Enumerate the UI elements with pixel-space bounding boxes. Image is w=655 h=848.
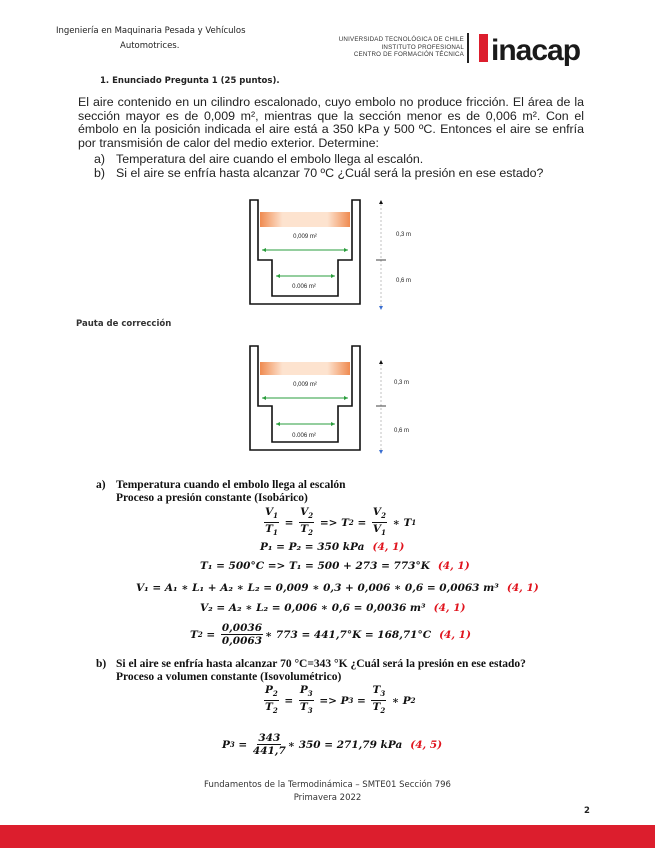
course-name-line2: Automotrices. xyxy=(120,41,180,51)
fraction-numerator: 0,0036 xyxy=(221,622,262,634)
points-badge: (4, 1) xyxy=(437,560,470,572)
header-divider xyxy=(467,33,469,63)
institution-line1: UNIVERSIDAD TECNOLÓGICA DE CHILE xyxy=(338,36,464,43)
equation-t1 xyxy=(200,560,470,572)
footer-term: Primavera 2022 xyxy=(293,793,362,803)
page-number: 2 xyxy=(584,806,590,816)
footer-course: Fundamentos de la Termodinámica – SMTE01 Sección 796 xyxy=(204,780,451,790)
equation-v2 xyxy=(200,602,466,614)
equation-pressure xyxy=(260,541,404,553)
solution-letter: a) xyxy=(96,479,106,491)
equation-text: P₁ = P₂ = 350 kPa xyxy=(260,541,365,553)
points-badge: (4, 5) xyxy=(410,738,443,751)
equation-t2: T 2 = $\frac{0,0036}{0,0063}$ ∗ 773 = 441,7°K = 168,71°C (4, 1) xyxy=(190,622,471,647)
solution-title: Si el aire se enfría hasta alcanzar 70 °C=343 °K ¿Cuál será la presión en ese estado? xyxy=(116,658,526,670)
question-statement: El aire contenido en un cilindro escalonado, cuyo embolo no produce fricción. El área de la sección mayor es de 0,009 m², mientras que la sección menor es de 0,006 m². Con el émbolo en la posición indicada el aire está a 350 kPa y 500 ºC. Entonces el aire se enfría por transmisión de calor del medio exterior. Determine: xyxy=(78,95,584,150)
solution-a-heading xyxy=(96,479,346,492)
question-heading: 1. Enunciado Pregunta 1 (25 puntos). xyxy=(100,76,280,86)
solution-b-heading xyxy=(96,658,526,671)
correction-guide-title: Pauta de corrección xyxy=(76,319,172,329)
solution-b-process: Proceso a volumen constante (Isovolumétrico) xyxy=(116,671,342,683)
dim-lower-label: 0,6 m xyxy=(396,278,412,284)
item-text: Si el aire se enfría hasta alcanzar 70 ºC ¿Cuál será la presión en ese estado? xyxy=(116,166,544,180)
solution-title: Temperatura cuando el embolo llega al escalón xyxy=(116,479,346,491)
points-badge: (4, 1) xyxy=(506,582,539,594)
course-header xyxy=(56,24,276,54)
cylinder-diagram-2 xyxy=(238,340,408,458)
fraction-numerator: 343 xyxy=(258,732,281,744)
fraction-denominator: 441,7 xyxy=(252,745,286,757)
inacap-logo xyxy=(479,31,599,67)
equation-charles-law: $\frac{V_1}{T_1}$ = $\frac{V_2}{T_2}$ => T 2 = $\frac{V_2}{V_1}$ ∗ T 1 xyxy=(265,506,417,538)
area-large-label: 0,009 m² xyxy=(293,382,317,388)
points-badge: (4, 1) xyxy=(439,628,471,641)
points-badge: (4, 1) xyxy=(372,541,405,553)
item-letter: a) xyxy=(94,152,106,166)
solution-letter: b) xyxy=(96,658,107,670)
item-text: Temperatura del aire cuando el embolo llega al escalón. xyxy=(116,152,424,166)
area-large-label: 0,009 m² xyxy=(293,234,317,240)
equation-v1 xyxy=(136,582,539,594)
fraction-denominator: 0,0063 xyxy=(221,635,262,647)
logo-wordmark: inacap xyxy=(491,34,581,67)
points-badge: (4, 1) xyxy=(433,602,466,614)
equation-text: ∗ 773 = 441,7°K = 168,71°C xyxy=(265,628,432,641)
institution-line3: CENTRO DE FORMACIÓN TÉCNICA xyxy=(353,51,464,58)
item-letter: b) xyxy=(94,166,106,180)
dim-upper-label: 0,3 m xyxy=(394,380,410,386)
area-small-label: 0.006 m² xyxy=(292,433,316,439)
course-name-line1: Ingeniería en Maquinaria Pesada y Vehículos xyxy=(56,26,246,36)
equation-text: V₁ = A₁ ∗ L₁ + A₂ ∗ L₂ = 0,009 ∗ 0,3 + 0,006 ∗ 0,6 = 0,0063 m³ xyxy=(136,582,499,594)
piston xyxy=(260,362,350,375)
area-small-label: 0.006 m² xyxy=(292,284,316,290)
dim-lower-label: 0,6 m xyxy=(394,428,410,434)
footer-brand-bar xyxy=(0,825,655,848)
institution-line2: INSTITUTO PROFESIONAL xyxy=(381,43,464,51)
equation-text: V₂ = A₂ ∗ L₂ = 0,006 ∗ 0,6 = 0,0036 m³ xyxy=(200,602,426,614)
solution-a-process: Proceso a presión constante (Isobárico) xyxy=(116,492,308,504)
question-item-a xyxy=(94,152,423,166)
question-item-b xyxy=(94,166,543,180)
piston xyxy=(260,212,350,227)
cylinder-diagram-1 xyxy=(238,192,412,322)
equation-p3: P 3 = $\frac{343}{441,7}$ ∗ 350 = 271,79 kPa (4, 5) xyxy=(222,732,443,757)
equation-text: ∗ 350 = 271,79 kPa xyxy=(287,738,403,751)
dim-upper-label: 0,3 m xyxy=(396,232,412,238)
equation-text: T₁ = 500°C => T₁ = 500 + 273 = 773°K xyxy=(200,560,430,572)
equation-gay-lussac: $\frac{P_2}{T_2}$ = $\frac{P_3}{T_3}$ => P 3 = $\frac{T_3}{T_2}$ ∗ P 2 xyxy=(265,684,416,716)
institution-block xyxy=(300,36,464,59)
